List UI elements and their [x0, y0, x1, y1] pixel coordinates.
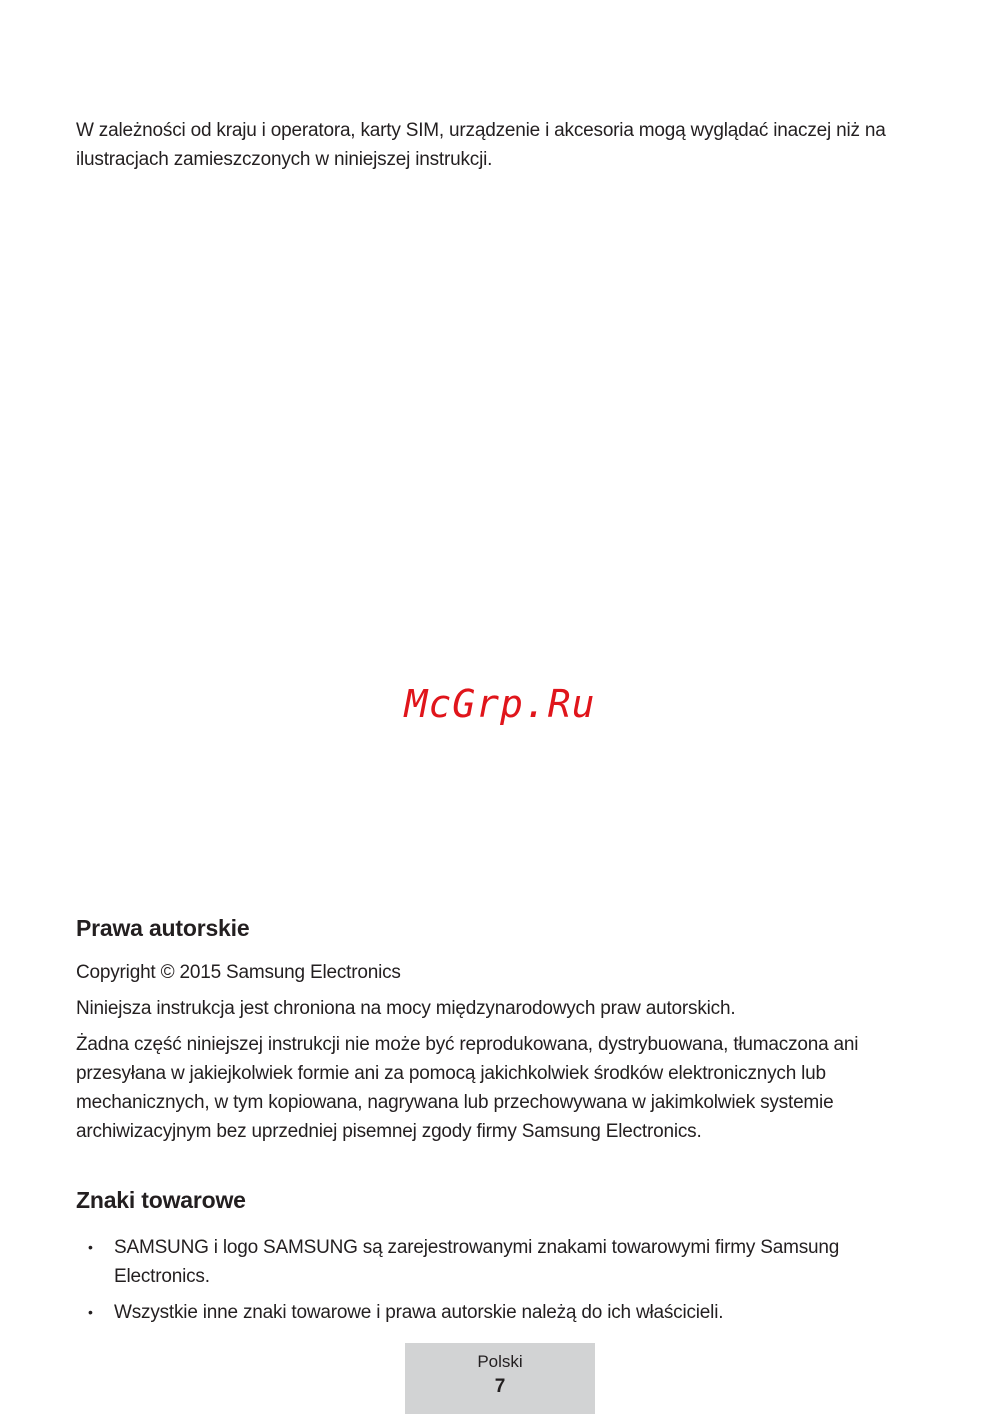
trademarks-list [76, 1233, 876, 1334]
footer-language: Polski [477, 1352, 523, 1371]
list-item-text: Wszystkie inne znaki towarowe i prawa autorskie należą do ich właścicieli. [114, 1302, 724, 1323]
page-number: 7 [494, 1376, 506, 1397]
bullet-icon: • [88, 1304, 93, 1320]
bullet-icon: • [88, 1239, 93, 1255]
list-item [76, 1298, 876, 1327]
intro-paragraph: W zależności od kraju i operatora, karty SIM, urządzenie i akcesoria mogą wyglądać inaczej niż na ilustracjach zamieszczonych w niniejszej instrukcji. [76, 120, 886, 170]
list-item [76, 1233, 876, 1291]
watermark: McGrp.Ru [404, 682, 596, 726]
copyright-line: Copyright © 2015 Samsung Electronics [76, 962, 401, 983]
trademarks-heading: Znaki towarowe [76, 1187, 246, 1213]
copyright-reproduction-text: Żadna część niniejszej instrukcji nie może być reprodukowana, dystrybuowana, tłumaczona ani przesyłana w jakiejkolwiek formie ani za pomocą jakichkolwiek środków elektronicznych lub mechanicznych, w tym kopiowana, nagrywana lub przechowywana w jakimkolwiek systemie archiwizacyjnym bez uprzedniej pisemnej zgody firmy Samsung Electronics. [76, 1034, 859, 1142]
copyright-protection-text: Niniejsza instrukcja jest chroniona na mocy międzynarodowych praw autorskich. [76, 998, 736, 1019]
list-item-text: SAMSUNG i logo SAMSUNG są zarejestrowanymi znakami towarowymi firmy Samsung Electronics. [114, 1237, 840, 1287]
page-footer [405, 1343, 595, 1414]
copyright-heading: Prawa autorskie [76, 915, 250, 941]
